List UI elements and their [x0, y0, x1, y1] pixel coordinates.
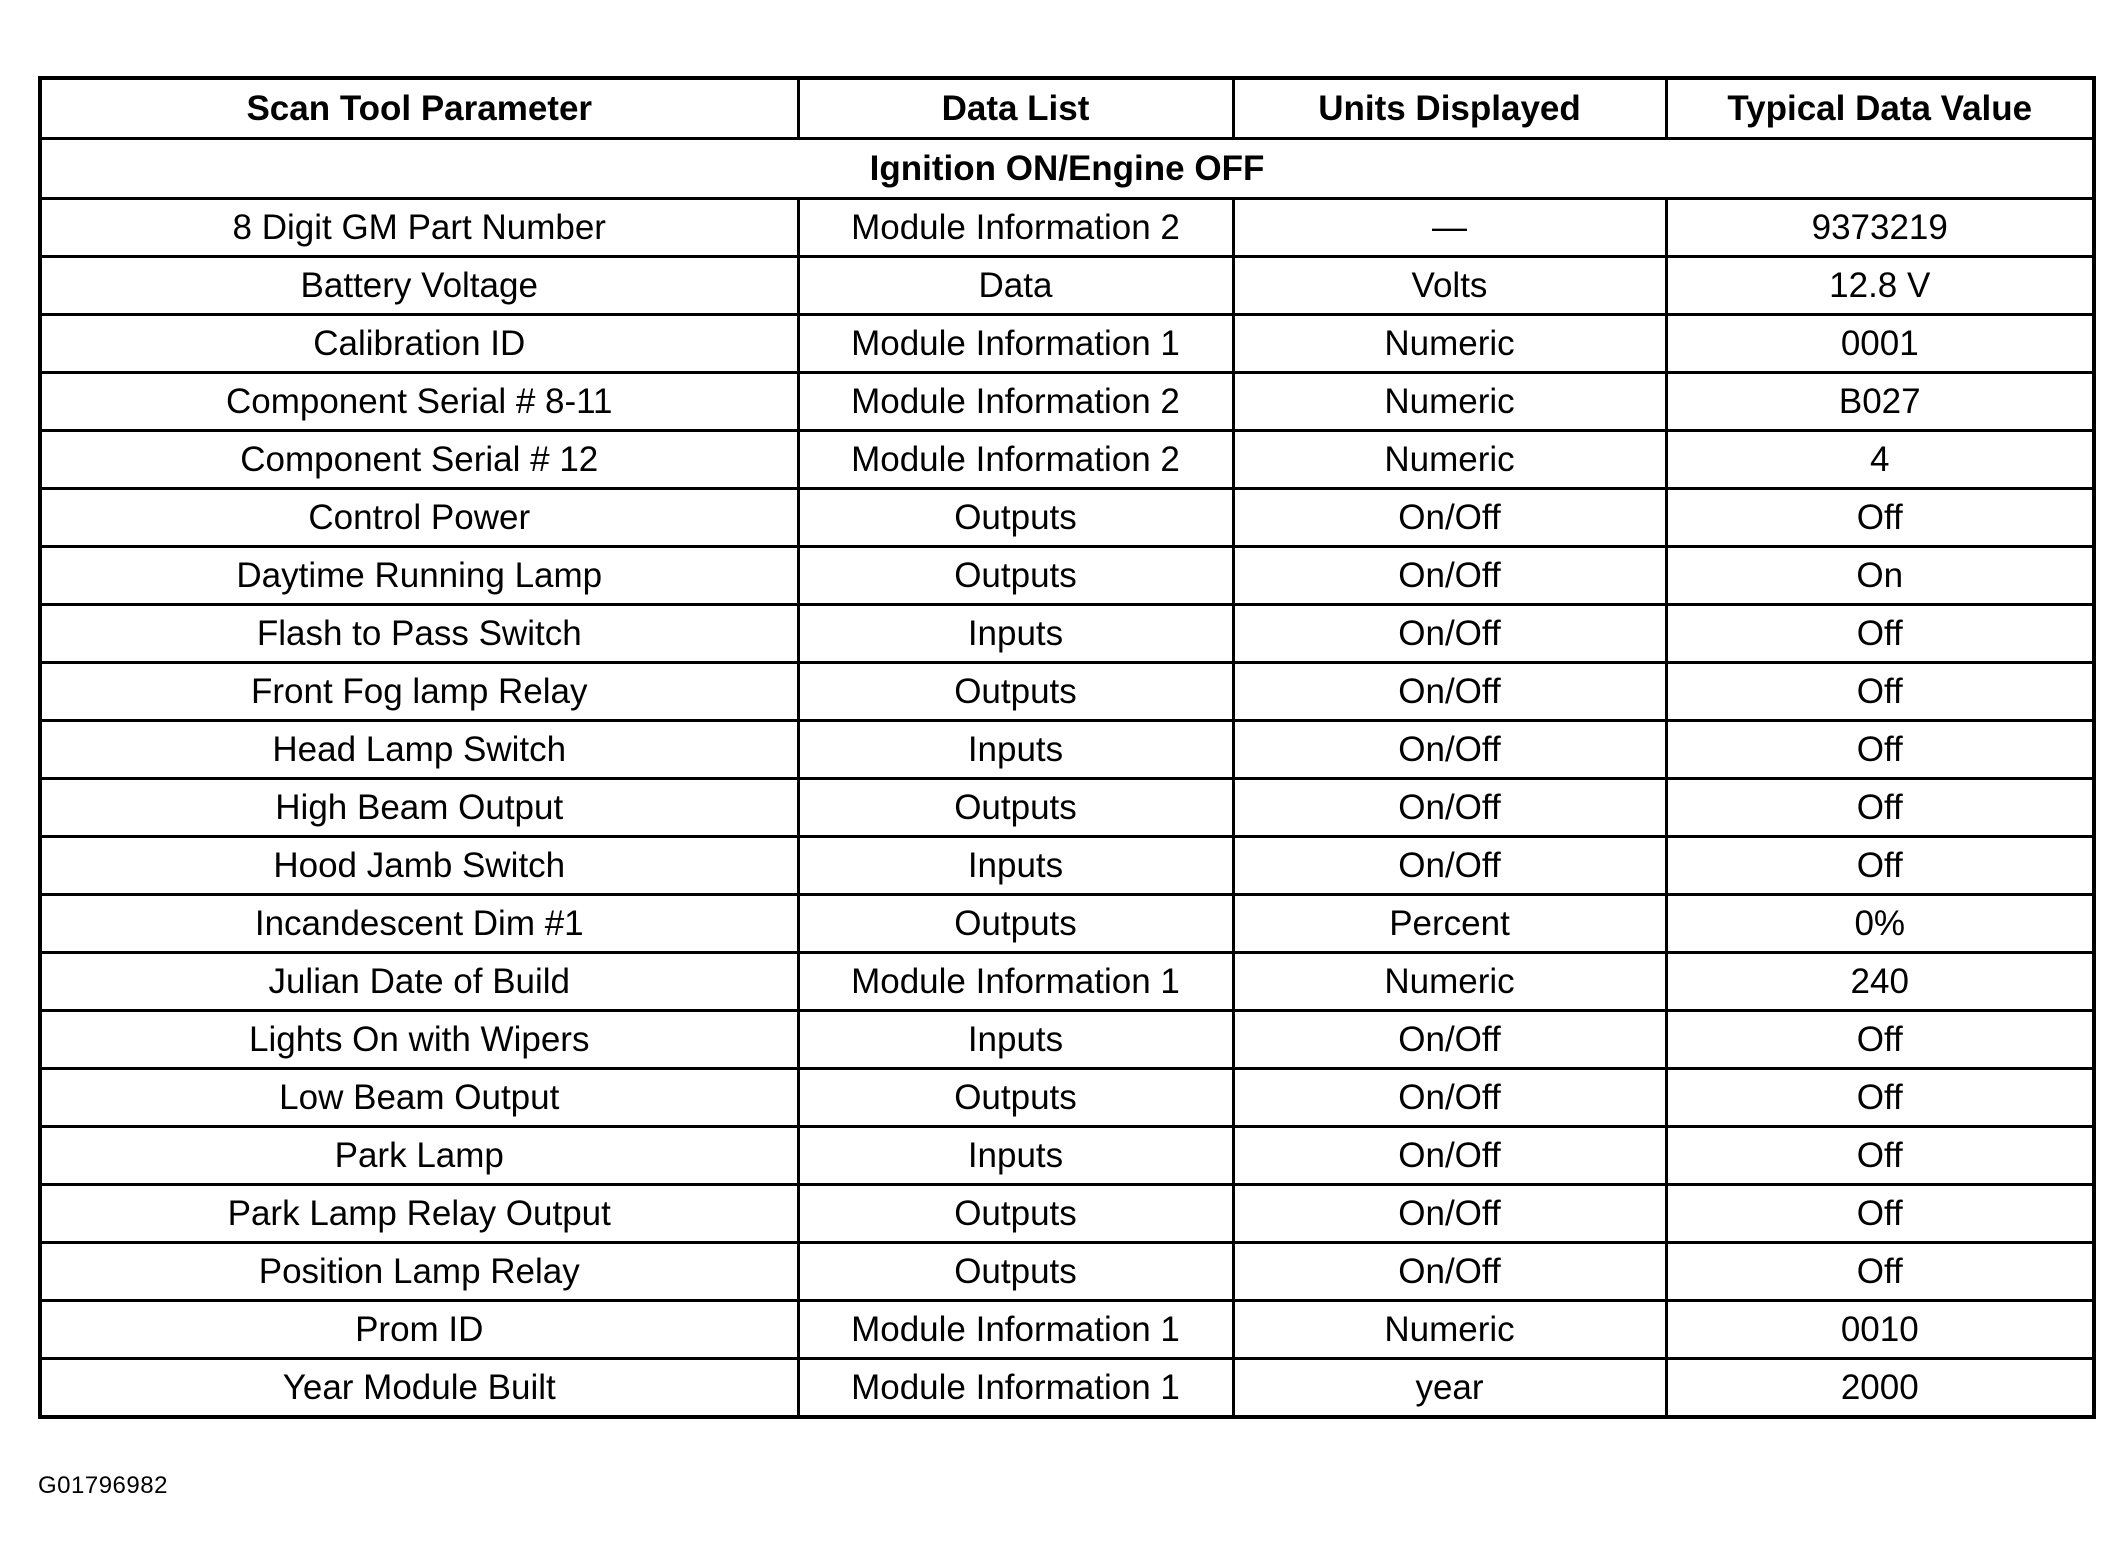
header-units-displayed: Units Displayed — [1233, 78, 1666, 139]
parameter-cell: High Beam Output — [40, 779, 798, 837]
table-row — [40, 489, 2094, 547]
parameter-cell: Control Power — [40, 489, 798, 547]
table-row — [40, 1069, 2094, 1127]
units-cell: On/Off — [1233, 779, 1666, 837]
typical-value-cell: Off — [1666, 1011, 2094, 1069]
table-row — [40, 1301, 2094, 1359]
data-list-cell: Outputs — [798, 1069, 1233, 1127]
units-cell: Numeric — [1233, 373, 1666, 431]
typical-value-cell: 240 — [1666, 953, 2094, 1011]
table-row — [40, 199, 2094, 257]
data-list-cell: Module Information 2 — [798, 199, 1233, 257]
data-list-cell: Outputs — [798, 779, 1233, 837]
data-list-cell: Module Information 2 — [798, 431, 1233, 489]
table-row — [40, 1243, 2094, 1301]
units-cell: Numeric — [1233, 315, 1666, 373]
units-cell: On/Off — [1233, 547, 1666, 605]
parameter-cell: Calibration ID — [40, 315, 798, 373]
units-cell: year — [1233, 1359, 1666, 1418]
scan-tool-data-table — [38, 76, 2096, 1419]
parameter-cell: Julian Date of Build — [40, 953, 798, 1011]
parameter-cell: Daytime Running Lamp — [40, 547, 798, 605]
data-list-cell: Inputs — [798, 837, 1233, 895]
data-list-cell: Module Information 1 — [798, 1359, 1233, 1418]
section-title: Ignition ON/Engine OFF — [40, 139, 2094, 199]
data-list-cell: Inputs — [798, 1011, 1233, 1069]
typical-value-cell: Off — [1666, 605, 2094, 663]
typical-value-cell: 9373219 — [1666, 199, 2094, 257]
parameter-cell: Battery Voltage — [40, 257, 798, 315]
typical-value-cell: Off — [1666, 489, 2094, 547]
units-cell: On/Off — [1233, 1011, 1666, 1069]
units-cell: Percent — [1233, 895, 1666, 953]
header-scan-tool-parameter: Scan Tool Parameter — [40, 78, 798, 139]
units-cell: On/Off — [1233, 1127, 1666, 1185]
typical-value-cell: 0% — [1666, 895, 2094, 953]
units-cell: On/Off — [1233, 605, 1666, 663]
typical-value-cell: Off — [1666, 1185, 2094, 1243]
table-row — [40, 895, 2094, 953]
figure-id: G01796982 — [38, 1472, 168, 1499]
data-list-cell: Outputs — [798, 1185, 1233, 1243]
units-cell: On/Off — [1233, 721, 1666, 779]
units-cell: On/Off — [1233, 1243, 1666, 1301]
section-row — [40, 139, 2094, 199]
typical-value-cell: 0001 — [1666, 315, 2094, 373]
parameter-cell: 8 Digit GM Part Number — [40, 199, 798, 257]
table-row — [40, 721, 2094, 779]
units-cell: On/Off — [1233, 489, 1666, 547]
data-list-cell: Module Information 1 — [798, 1301, 1233, 1359]
typical-value-cell: Off — [1666, 1127, 2094, 1185]
table-row — [40, 547, 2094, 605]
units-cell: Numeric — [1233, 953, 1666, 1011]
parameter-cell: Low Beam Output — [40, 1069, 798, 1127]
parameter-cell: Prom ID — [40, 1301, 798, 1359]
parameter-cell: Park Lamp — [40, 1127, 798, 1185]
typical-value-cell: 4 — [1666, 431, 2094, 489]
table-row — [40, 1127, 2094, 1185]
data-list-cell: Outputs — [798, 663, 1233, 721]
table-row — [40, 605, 2094, 663]
units-cell: On/Off — [1233, 663, 1666, 721]
typical-value-cell: On — [1666, 547, 2094, 605]
table-row — [40, 373, 2094, 431]
data-list-cell: Outputs — [798, 895, 1233, 953]
parameter-cell: Position Lamp Relay — [40, 1243, 798, 1301]
parameter-cell: Year Module Built — [40, 1359, 798, 1418]
parameter-cell: Component Serial # 12 — [40, 431, 798, 489]
table-row — [40, 663, 2094, 721]
parameter-cell: Head Lamp Switch — [40, 721, 798, 779]
units-cell: On/Off — [1233, 1069, 1666, 1127]
parameter-cell: Park Lamp Relay Output — [40, 1185, 798, 1243]
table-row — [40, 837, 2094, 895]
table-row — [40, 315, 2094, 373]
table-row — [40, 1359, 2094, 1418]
data-list-cell: Inputs — [798, 721, 1233, 779]
parameter-cell: Incandescent Dim #1 — [40, 895, 798, 953]
typical-value-cell: 12.8 V — [1666, 257, 2094, 315]
units-cell: Numeric — [1233, 431, 1666, 489]
data-list-cell: Module Information 1 — [798, 315, 1233, 373]
table-row — [40, 779, 2094, 837]
parameter-cell: Component Serial # 8-11 — [40, 373, 798, 431]
typical-value-cell: 2000 — [1666, 1359, 2094, 1418]
parameter-cell: Hood Jamb Switch — [40, 837, 798, 895]
units-cell: — — [1233, 199, 1666, 257]
typical-value-cell: B027 — [1666, 373, 2094, 431]
units-cell: On/Off — [1233, 1185, 1666, 1243]
data-list-cell: Module Information 1 — [798, 953, 1233, 1011]
data-list-cell: Inputs — [798, 1127, 1233, 1185]
typical-value-cell: Off — [1666, 663, 2094, 721]
parameter-cell: Front Fog lamp Relay — [40, 663, 798, 721]
data-list-cell: Inputs — [798, 605, 1233, 663]
table-row — [40, 1011, 2094, 1069]
typical-value-cell: Off — [1666, 837, 2094, 895]
data-list-cell: Data — [798, 257, 1233, 315]
typical-value-cell: 0010 — [1666, 1301, 2094, 1359]
typical-value-cell: Off — [1666, 1069, 2094, 1127]
data-list-cell: Outputs — [798, 1243, 1233, 1301]
table-row — [40, 257, 2094, 315]
data-list-cell: Outputs — [798, 547, 1233, 605]
data-list-cell: Module Information 2 — [798, 373, 1233, 431]
table-row — [40, 953, 2094, 1011]
units-cell: On/Off — [1233, 837, 1666, 895]
parameter-cell: Lights On with Wipers — [40, 1011, 798, 1069]
header-row — [40, 78, 2094, 139]
units-cell: Volts — [1233, 257, 1666, 315]
header-typical-data-value: Typical Data Value — [1666, 78, 2094, 139]
table-row — [40, 1185, 2094, 1243]
units-cell: Numeric — [1233, 1301, 1666, 1359]
table-row — [40, 431, 2094, 489]
parameter-cell: Flash to Pass Switch — [40, 605, 798, 663]
data-list-cell: Outputs — [798, 489, 1233, 547]
header-data-list: Data List — [798, 78, 1233, 139]
typical-value-cell: Off — [1666, 1243, 2094, 1301]
typical-value-cell: Off — [1666, 721, 2094, 779]
typical-value-cell: Off — [1666, 779, 2094, 837]
